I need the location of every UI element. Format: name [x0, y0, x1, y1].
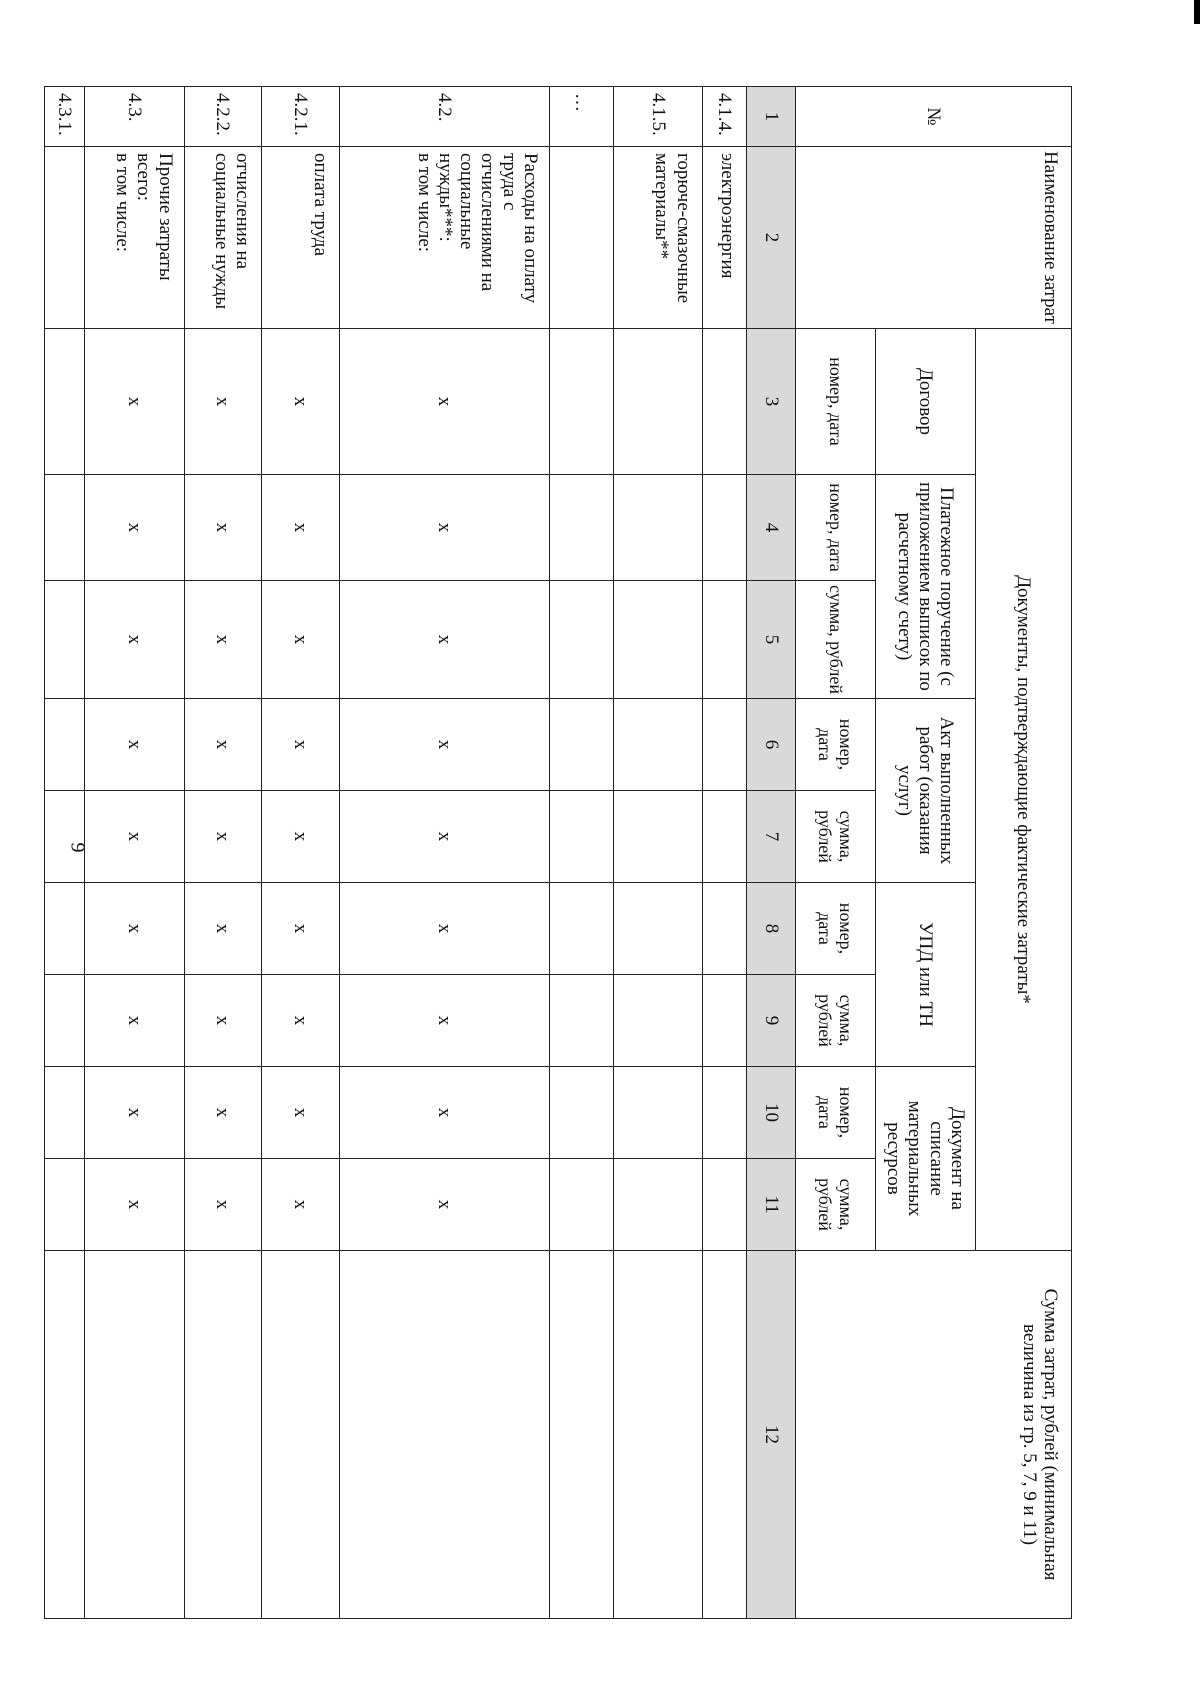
row-number: …: [549, 87, 613, 147]
column-number-row: [747, 87, 796, 1619]
header-upd: УПД или ТН: [876, 883, 976, 1067]
row-name: Прочие затраты всего: в том числе:: [84, 147, 184, 329]
x-mark-cell: х: [184, 699, 262, 791]
empty-cell: [614, 329, 703, 475]
x-mark-cell: х: [339, 975, 549, 1067]
sub-sum: сумма, рублей: [796, 975, 876, 1067]
row-name: [549, 147, 613, 329]
x-mark-cell: х: [339, 475, 549, 581]
row-name: оплата труда: [262, 147, 340, 329]
x-mark-cell: х: [84, 699, 184, 791]
x-mark-cell: х: [339, 1067, 549, 1159]
cost-table: [44, 86, 1072, 1619]
empty-cell: [45, 791, 85, 883]
row-name: отчисления на социальные нужды: [184, 147, 262, 329]
x-mark-cell: х: [84, 1067, 184, 1159]
x-mark-cell: х: [84, 883, 184, 975]
empty-cell: [549, 699, 613, 791]
header-name: Наименование затрат: [796, 147, 1072, 329]
empty-cell: [702, 1067, 746, 1159]
row-name: Расходы на оплату труда с отчислениями на социальные нужды***: в том числе:: [339, 147, 549, 329]
x-mark-cell: х: [184, 791, 262, 883]
row-number: 4.3.: [84, 87, 184, 147]
x-mark-cell: х: [184, 883, 262, 975]
column-number: 9: [747, 975, 796, 1067]
row-number: 4.2.1.: [262, 87, 340, 147]
empty-cell: [549, 883, 613, 975]
x-mark-cell: х: [84, 475, 184, 581]
x-mark-cell: х: [262, 791, 340, 883]
empty-cell: [614, 581, 703, 699]
x-mark-cell: х: [262, 475, 340, 581]
column-number: 7: [747, 791, 796, 883]
table-row: [184, 87, 262, 1619]
empty-cell: [45, 329, 85, 475]
x-mark-cell: х: [184, 329, 262, 475]
empty-cell: [614, 1159, 703, 1251]
total-cell: [614, 1251, 703, 1619]
empty-cell: [614, 699, 703, 791]
total-cell: [702, 1251, 746, 1619]
empty-cell: [702, 883, 746, 975]
column-number: 4: [747, 475, 796, 581]
x-mark-cell: х: [339, 791, 549, 883]
empty-cell: [614, 791, 703, 883]
empty-cell: [45, 699, 85, 791]
x-mark-cell: х: [184, 475, 262, 581]
column-number: 11: [747, 1159, 796, 1251]
table-row: [702, 87, 746, 1619]
x-mark-cell: х: [84, 581, 184, 699]
row-number: 4.2.: [339, 87, 549, 147]
x-mark-cell: х: [262, 1159, 340, 1251]
x-mark-cell: х: [184, 1067, 262, 1159]
table-row: [614, 87, 703, 1619]
column-number: 8: [747, 883, 796, 975]
header-no: №: [796, 87, 1072, 147]
total-cell: [549, 1251, 613, 1619]
empty-cell: [45, 883, 85, 975]
row-name: электроэнергия: [702, 147, 746, 329]
total-cell: [262, 1251, 340, 1619]
header-contract: Договор: [876, 329, 976, 475]
sub-sum: сумма, рублей: [796, 791, 876, 883]
empty-cell: [549, 1067, 613, 1159]
x-mark-cell: х: [262, 1067, 340, 1159]
row-name: горюче-смазочные материалы**: [614, 147, 703, 329]
empty-cell: [549, 791, 613, 883]
x-mark-cell: х: [262, 329, 340, 475]
column-number: 1: [747, 87, 796, 147]
sub-sum: сумма, рублей: [796, 581, 876, 699]
empty-cell: [702, 1159, 746, 1251]
empty-cell: [702, 475, 746, 581]
x-mark-cell: х: [339, 329, 549, 475]
empty-cell: [549, 1159, 613, 1251]
empty-cell: [614, 475, 703, 581]
header-writeoff: Документ на списание материальных ресурсов: [876, 1067, 976, 1251]
table-row: [262, 87, 340, 1619]
empty-cell: [549, 329, 613, 475]
header-total: Сумма затрат, рублей (минимальная величина из гр. 5, 7, 9 и 11): [796, 1251, 1072, 1619]
row-number: 4.2.2.: [184, 87, 262, 147]
empty-cell: [702, 791, 746, 883]
x-mark-cell: х: [262, 699, 340, 791]
scan-edge-mark: [1194, 0, 1200, 24]
table-row: [45, 87, 85, 1619]
table-row: [339, 87, 549, 1619]
empty-cell: [702, 699, 746, 791]
x-mark-cell: х: [339, 699, 549, 791]
sub-num-date: номер, дата: [796, 329, 876, 475]
x-mark-cell: х: [184, 581, 262, 699]
empty-cell: [549, 475, 613, 581]
header-docs-group: Документы, подтверждающие фактические затраты*: [976, 329, 1072, 1251]
row-number: 4.1.5.: [614, 87, 703, 147]
total-cell: [339, 1251, 549, 1619]
row-name: [45, 147, 85, 329]
x-mark-cell: х: [84, 1159, 184, 1251]
column-number: 12: [747, 1251, 796, 1619]
empty-cell: [614, 975, 703, 1067]
empty-cell: [45, 1159, 85, 1251]
table-row: [84, 87, 184, 1619]
empty-cell: [549, 975, 613, 1067]
total-cell: [184, 1251, 262, 1619]
x-mark-cell: х: [84, 791, 184, 883]
x-mark-cell: х: [339, 1159, 549, 1251]
x-mark-cell: х: [262, 883, 340, 975]
row-number: 4.3.1.: [45, 87, 85, 147]
sub-sum: сумма, рублей: [796, 1159, 876, 1251]
empty-cell: [549, 581, 613, 699]
column-number: 6: [747, 699, 796, 791]
empty-cell: [702, 581, 746, 699]
row-number: 4.1.4.: [702, 87, 746, 147]
empty-cell: [45, 475, 85, 581]
empty-cell: [45, 581, 85, 699]
x-mark-cell: х: [184, 975, 262, 1067]
sub-num-date: номер, дата: [796, 475, 876, 581]
sub-num-date: номер, дата: [796, 883, 876, 975]
empty-cell: [702, 975, 746, 1067]
x-mark-cell: х: [262, 975, 340, 1067]
sub-num-date: номер, дата: [796, 699, 876, 791]
empty-cell: [614, 1067, 703, 1159]
x-mark-cell: х: [184, 1159, 262, 1251]
total-cell: [84, 1251, 184, 1619]
table-row: [549, 87, 613, 1619]
column-number: 3: [747, 329, 796, 475]
empty-cell: [45, 1067, 85, 1159]
x-mark-cell: х: [262, 581, 340, 699]
x-mark-cell: х: [339, 581, 549, 699]
empty-cell: [45, 975, 85, 1067]
column-number: 10: [747, 1067, 796, 1159]
x-mark-cell: х: [84, 975, 184, 1067]
column-number: 2: [747, 147, 796, 329]
empty-cell: [614, 883, 703, 975]
x-mark-cell: х: [339, 883, 549, 975]
page-number: 9: [66, 842, 89, 853]
total-cell: [45, 1251, 85, 1619]
rotated-table-container: [44, 86, 1072, 1618]
column-number: 5: [747, 581, 796, 699]
header-act: Акт выполненных работ (оказания услуг): [876, 699, 976, 883]
x-mark-cell: х: [84, 329, 184, 475]
sub-num-date: номер, дата: [796, 1067, 876, 1159]
empty-cell: [702, 329, 746, 475]
header-payment-order: Платежное поручение (с приложением выписок по расчетному счету): [876, 475, 976, 699]
